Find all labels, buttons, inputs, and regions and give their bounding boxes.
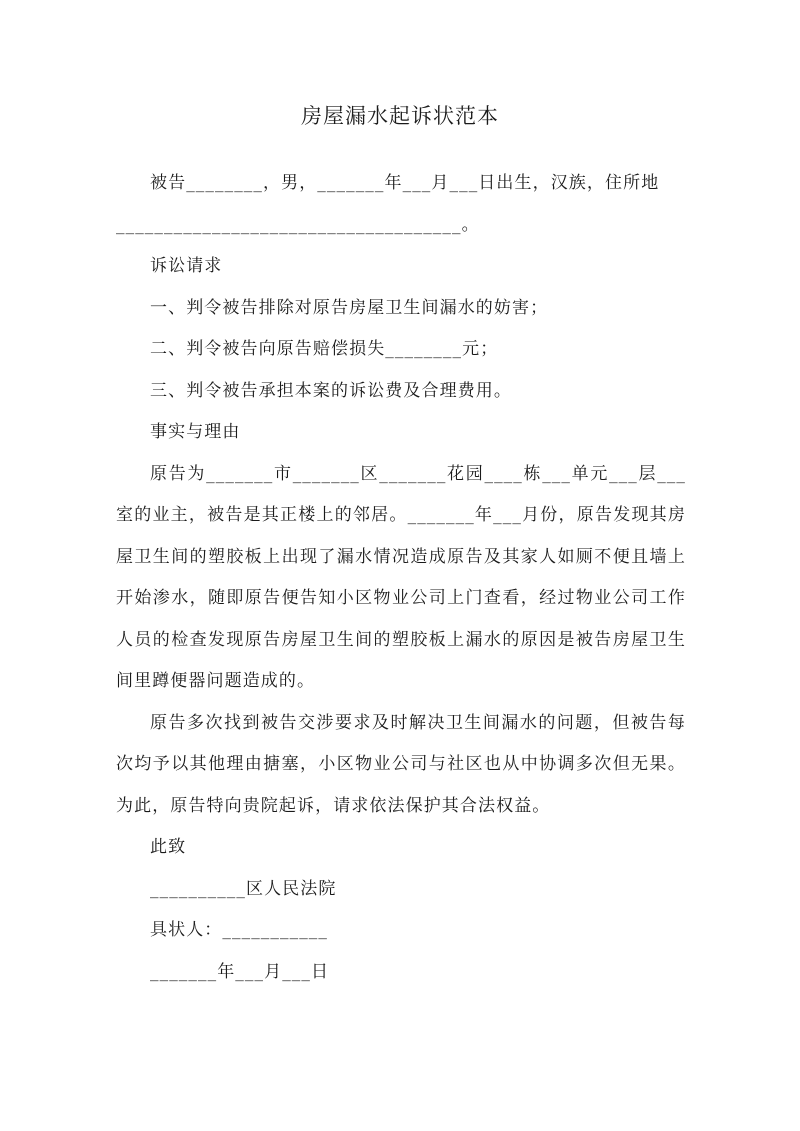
claim-3: 三、判令被告承担本案的诉讼费及合理费用。: [150, 380, 512, 401]
claims-heading: 诉讼请求: [150, 256, 223, 276]
facts-paragraph-1: 原告为_______市_______区_______花园____栋___单元___层___室的业主，被告是其正楼上的邻居。_______年___月份，原告发现其房屋卫生间的塑胶板上出现了漏水情况造成原告及其家人如厕不便且墙上开始渗水，随即原告便告知小区物业公司上门查看，经过物业公司工作人员的检查发现原告房屋卫生间的塑胶板上漏水的原因是被告房屋卫生间里蹲便器问题造成的。: [116, 463, 686, 691]
date-line: _______年___月___日: [150, 961, 330, 982]
defendant-line-1: 被告________，男，_______年___月___日出生，汉族，住所地: [150, 173, 660, 193]
signer-line: 具状人：___________: [150, 920, 328, 940]
defendant-address: [116, 205, 686, 247]
court-name: __________区人民法院: [150, 878, 337, 899]
defendant-line-2: ____________________________________。: [116, 214, 480, 235]
claim-1: 一、判令被告排除对原告房屋卫生间漏水的妨害；: [150, 297, 549, 318]
document-body: [116, 163, 686, 993]
document-title: 房屋漏水起诉状范本: [301, 104, 499, 128]
facts-paragraph-2: 原告多次找到被告交涉要求及时解决卫生间漏水的问题，但被告每次均予以其他理由搪塞，小区物业公司与社区也从中协调多次但无果。为此，原告特向贵院起诉，请求依法保护其合法权益。: [116, 712, 686, 816]
claim-2: 二、判令被告向原告赔偿损失________元；: [150, 339, 499, 359]
defendant-info: [116, 163, 686, 205]
facts-heading: 事实与理由: [150, 422, 241, 442]
closing-salutation: 此致: [150, 837, 187, 857]
